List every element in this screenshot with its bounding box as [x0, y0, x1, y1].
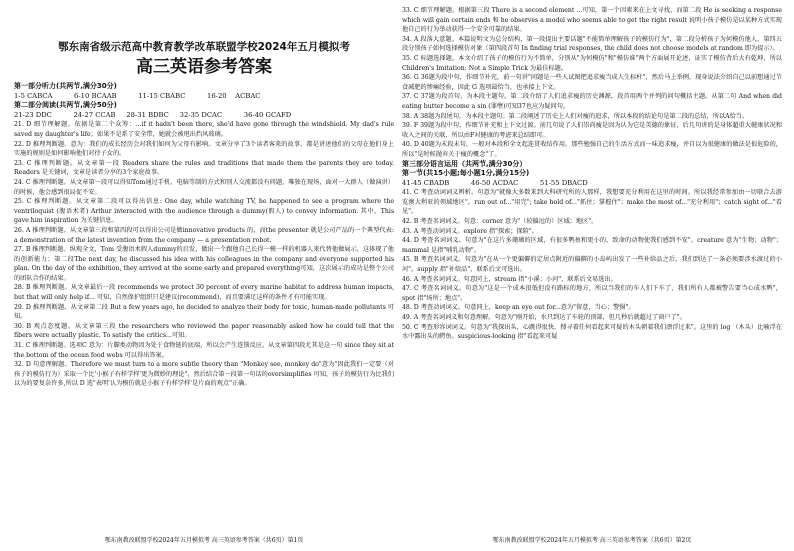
section-language-heading: 第三部分语言运用（共两节,满分30分） — [402, 159, 527, 168]
explanation-45: 45. B 考查名词词义。句意为"在从一个更偏僻的定居点附近的偏僻的小岛屿出发了一些补给品之后，我们到达了一条必须要涉水渡过的小河"。supply 指"补给品"，联系后文可选出。 — [402, 256, 782, 274]
listening-answers: 1-5 CABCA 6-10 BCAAB 11-15 CBABC 16-20 ACBAC — [14, 91, 261, 100]
page-footer-right: 鄂东南教改联盟学校2024年五月模拟考 高三英语参考答案（共6页）第2页 — [492, 537, 692, 544]
section-listening-heading: 第一部分听力(共两节,满分30分) — [14, 82, 117, 90]
explanation-24: 24. C 推理判断题。从文章第一段可以得知Tom通过手机、电脑等制的方式和别人交流都没有问题，唯独在现场，面对一大群人（做演讲）的时候，他会感到很局促不安。 — [14, 178, 394, 196]
explanation-39: 39. F 39题为段中句，作细节补充和上下文过渡。前几句说了人们崇尚瘦是因为认为它是美德的象征，后几句讲的是身体超重大健康状况和收入之间的关联，所以由F对健康的考虑来总结即可。 — [402, 122, 782, 139]
explanation-31: 31. C 推理判断题。选项C 意为：片脚类动物因为处于食物链的底端，所以会产生连锁反应。从文章第四段尤其是这一句 since they sit at the bottom of the ocean food webs 可以得出答案。 — [14, 342, 394, 359]
left-page — [14, 6, 394, 536]
explanation-49: 49. A 考查名词词义和句意理解。句意为"刚开始，水只到达了车轮的顶部，但几秒后就超过了窗户了"。 — [402, 314, 686, 321]
explanation-34: 34. A 段落大意题。本篇说明文为总分结构，第一段提出主要话题"不能简单理解孩子的模仿行为"，第二段分析孩子为何模仿他人，第四五段分别孩子如何选择模仿对象（第四段首句 In finding trial responses, the child does not choose models at random 即为提示）。 — [402, 35, 782, 53]
page-footer-left: 鄂东南教改联盟学校2024年五月模拟考 高三英语参考答案（共6页）第1页 — [104, 537, 304, 544]
explanation-44: 44. D 考查名词词义。句意为"在这片多珊瑚的区域，有很多鸭鱼和更小的、致命的动物使我们感到不安"。creature 意为"生物；动物"；mammal 是指"哺乳动物"。 — [402, 237, 782, 254]
section-cloze-heading: 第一节(共15小题;每小题1分,满分15分) — [402, 169, 530, 178]
explanation-47: 47. C 考查名词词义。句意为"这是一个成本很低但没有路标的地方，所以当我们的车人们下车了，我们所有人都被警告要当心成水鸭"，spot 指"场所；地点"。 — [402, 285, 782, 302]
explanation-50: 50. C 考查形容词词义。句意为"我探出头，心跳得很快，搜寻着任何看起来可疑的木头朝着我们漂浮过来"。这里的 log （木头）比喻浮在水中露出头的鳄鱼。suspicious-looking 指"看起来可疑 — [402, 323, 782, 341]
exam-title: 鄂东南省级示范高中教育教学改革联盟学校2024年五月模拟考 — [58, 41, 350, 53]
explanation-40: 40. D 40题为末段末句，一般对本段和全文起连贯收结作用。那些勉强自己的生活方式而一味追求瘦，并自以为很健康的做法是很危险的，所以"是时候抛弃关于瘦的概念"了。 — [402, 141, 782, 158]
section-reading-heading: 第二部分阅读(共两节,满分50分) — [14, 101, 117, 110]
cloze-answers: 41-45 CBADB 46-50 ACDAC 51-55 DBACD — [402, 178, 588, 187]
right-page — [402, 6, 782, 536]
answer-key-title: 高三英语参考答案 — [136, 57, 272, 77]
explanation-25: 25. C 推理判断题。从文章第二段可以得出信息: One day, while watching TV, he happened to see a program where the ventriloquist (腹语术者) Arthur interacted with the audience through a dummy(假人) to convey information. 其中，This gave him inspiration 为关键信息。 — [14, 198, 394, 225]
explanation-46: 46. A 考查名词词义。句意同上，stream 指"小溪；小河"，联系后文易选出。 — [402, 275, 617, 283]
explanation-42: 42. B 考查名词词义。句意：corner 意为"（较偏远的）区域；地区"。 — [402, 218, 598, 226]
explanation-48: 48. D 考查动词词义。句意同上，keep an eye out for...意为"留意，当心；警惕"。 — [402, 304, 635, 312]
explanation-33: 33. C 细节理解题。根据第三段 There is a second element ...可知，第一个因素来在上文寻找，而第二段 He is seeking a response which will gain certain ends 和 he observes a model who seems able to get the right result 说明小孩子模仿是以某种方式实现他自己的行为举动获得一个安全可靠的结果。 — [402, 7, 782, 34]
explanation-41: 41. C 考查动词词义辨析。句意为"就像大多数来到大科研究所的人那样，我想要充分利用在这里的时间。所以我经常参加由一切联合去游览澳大利亚的领域地区"。run out of..."用完"; take hold of..."抓住；掌握住"；make the most of..."充分利用"；catch sight of..."看见"。 — [402, 189, 782, 216]
explanation-27: 27. B 推理判断题。纵观全文，Tom 受腹语术假人dummy的启发，做出一个跟他自己长得一模一样的机器人来代替他做展示，这体现了他的创新能力；第二段The next day, he discussed his idea with his colleagues in the company and everyone supported his plan. On the day of the exhibition, they arrived at the scene early and prepared everything可知，这次展示的成功是整个公司的团队合作的结果。 — [14, 246, 394, 282]
explanation-35: 35. C 标题选择题。本文介绍了孩子的模仿行为不简单，分别从"为何模仿"和"模仿谁"两个方面展开论述，证实了模仿背后大有乾坤，所以 Children's Imitation: Not a Simple Trick 为最佳标题。 — [402, 54, 782, 72]
explanation-37: 37. C 37题为段首句，为本段主题句。第二段介绍了人们追求瘦的历史渊源，段首用两个并列的问句概括主题。从第二句 And when did eating butter become a sin (罪孽)可知37也应为疑问句。 — [402, 93, 782, 110]
explanation-29: 29. D 推理判断题。从文章第二段 But a few years ago, he decided to analyze their body for toxic, human-made pollutants 可知。 — [14, 303, 394, 321]
explanation-43: 43. A 考查动词词义。explore 指"探索；探险"。 — [402, 227, 538, 235]
explanation-21: 21. D 细节理解题。依据是第二个众筹：...if it hadn't been there, she'd have gone through the windshield. My dad's rule saved my daughter's life；如果不是系了安全带，她就会被甩出挡风玻璃。 — [14, 121, 394, 138]
explanation-23: 23. C 推理判断题。从文章第一段 Readers share the rules and traditions that made them the parents they are today. Readers 是关键词，文章是读者分享的3个家庭故事。 — [14, 159, 394, 177]
reading-answers: 21-23 DDC 24-27 CCAB 28-31 BDBC 32-35 DCAC 36-40 GCAFD — [14, 110, 292, 119]
explanation-22: 22. D 推理判断题。意为：我们的成长经历会对我们如何为父母有影响。文章分享了3个读者客来的故事，都是讲述他们的父母在他们身上实施的规则是如何影响他们对待子女的。 — [14, 140, 394, 158]
explanation-38: 38. A 38题为段尾句，为本段主题句。第二段阐述了历史上人们对瘦的追求，所以本段的结论句是第二段的总结，所以A恰当。 — [402, 112, 749, 120]
explanation-26: 26. A 推理判断题。从文章第三段和第四段可以得出公司是做innovative products 的，而the presenter 就是公司产品的一个典型代表: a demonstration of the latest invention from the company — a presentation robot. — [14, 226, 394, 244]
explanation-30: 30. B 观点态度题。从文章第三段 the researchers who reviewed the paper reasonably asked how he could tell that the fibers were actually plastic. To satisfy the critics...可知。 — [14, 322, 394, 340]
explanation-32: 32. D 句意理解题。Therefore we must turn to a more subtle theory than "Monkey see, monkey do"意为"因此我们一定要（对孩子的模仿行为）采取一个比'小猴子有样学样'更为微妙的理论"，然后结合第一段第一句话的oversimplifies 可知，孩子的模仿行为比我们以为的要复杂许多,所以 D 选"表明'认为模仿就是小猴子有样学样'是片面的观点"正确。 — [14, 361, 394, 388]
explanation-28: 28. B 推理判断题。从文章最后一段 recommends we protect 30 percent of every marine habitat to address human impacts, but that will only help if... 可知，自然保护组织只是建议(recommend)，而且要满足这样的条件才有可能实现。 — [14, 284, 394, 302]
explanation-36: 36. G 36题为段中句，作细节补充，前一句讲"问题是一些人试图把追求瘦当成人生标杆"，然后马上举例，现身说法介绍自己以前想通过节食减肥的惨痛经验，因此 G 选项最恰当，也承接上下文。 — [402, 74, 782, 91]
